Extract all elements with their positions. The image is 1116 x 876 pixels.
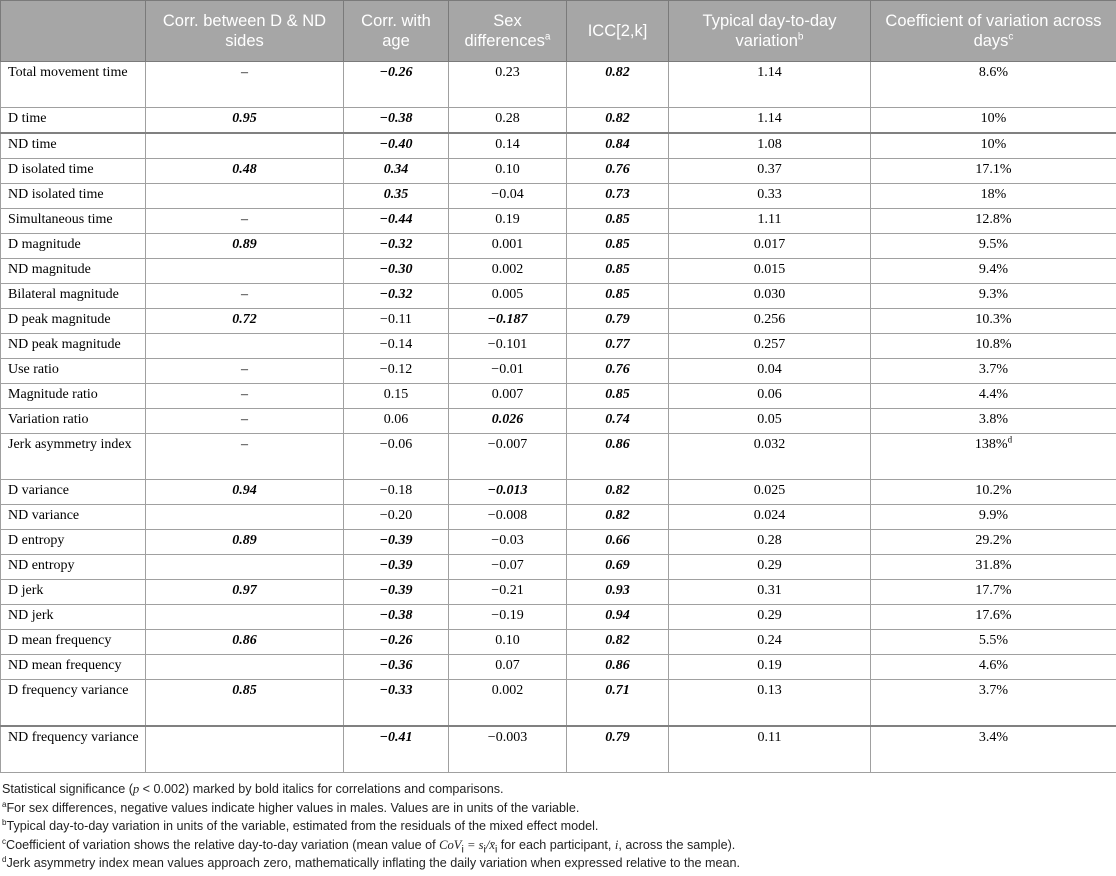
cell-variable: ND time [1,133,146,159]
table-row [1,409,1116,434]
cell-coefficient-variation: 4.6% [871,655,1116,680]
header-cell-day-variation: Typical day-to-day variation$^b$ [669,1,871,62]
cell-sex-differences: 0.007 [449,384,567,409]
cell-variable: D entropy [1,530,146,555]
cell-corr-sides: – [146,284,344,309]
cell-sex-differences: 0.07 [449,655,567,680]
cell-sex-differences: −0.187 [449,309,567,334]
cell-coefficient-variation: 3.7% [871,680,1116,727]
cell-day-variation: 0.030 [669,284,871,309]
cell-icc: 0.74 [567,409,669,434]
cell-icc: 0.76 [567,159,669,184]
cell-icc: 0.85 [567,384,669,409]
cell-sex-differences: 0.002 [449,680,567,727]
table-row [1,555,1116,580]
footnote-mark: d [1007,434,1013,445]
cell-day-variation: 0.28 [669,530,871,555]
table-row [1,133,1116,159]
cell-day-variation: 0.017 [669,234,871,259]
cell-sex-differences: −0.008 [449,505,567,530]
table-row [1,184,1116,209]
cell-corr-sides: – [146,384,344,409]
cell-icc: 0.82 [567,108,669,134]
table-row [1,530,1116,555]
cell-corr-age: −0.41 [344,726,449,773]
cell-icc: 0.71 [567,680,669,727]
cell-corr-age: 0.35 [344,184,449,209]
cell-corr-age: −0.38 [344,108,449,134]
cell-variable: ND isolated time [1,184,146,209]
cell-corr-age: −0.39 [344,530,449,555]
cell-corr-age: 0.15 [344,384,449,409]
cell-coefficient-variation: 10% [871,133,1116,159]
cell-coefficient-variation: 29.2% [871,530,1116,555]
footnote-b: $^b$Typical day-to-day variation in units of the variable, estimated from the residuals of the mixed effect model. [2,818,599,834]
cell-sex-differences: 0.001 [449,234,567,259]
cell-corr-age: −0.44 [344,209,449,234]
cell-corr-sides [146,555,344,580]
cell-sex-differences: −0.007 [449,434,567,480]
cell-corr-sides [146,334,344,359]
table-row [1,309,1116,334]
cell-corr-age: −0.36 [344,655,449,680]
cell-variable: ND mean frequency [1,655,146,680]
cell-variable: Total movement time [1,62,146,108]
cell-coefficient-variation: 17.1% [871,159,1116,184]
cell-icc: 0.76 [567,359,669,384]
footnote-c: $^c$Coefficient of variation shows the relative day-to-day variation (mean value of $CoV_i = s_i/x̄_i$ for each participant, i, across the sample). [2,836,736,856]
cell-corr-age: −0.38 [344,605,449,630]
table-row [1,434,1116,480]
cell-icc: 0.82 [567,480,669,505]
cell-day-variation: 1.14 [669,108,871,134]
cell-icc: 0.82 [567,505,669,530]
cell-icc: 0.79 [567,309,669,334]
cell-icc: 0.85 [567,284,669,309]
table-row [1,726,1116,773]
cell-icc: 0.86 [567,434,669,480]
header-cell-corr-age: Corr. with age [344,1,449,62]
cell-coefficient-variation: 18% [871,184,1116,209]
cell-day-variation: 0.24 [669,630,871,655]
cell-corr-sides: 0.97 [146,580,344,605]
cell-variable: Bilateral magnitude [1,284,146,309]
cell-sex-differences: 0.002 [449,259,567,284]
cell-corr-sides [146,184,344,209]
header-row [1,1,1116,62]
cell-day-variation: 1.14 [669,62,871,108]
cell-corr-age: −0.12 [344,359,449,384]
cell-variable: Simultaneous time [1,209,146,234]
cell-corr-age: −0.30 [344,259,449,284]
cell-corr-sides [146,133,344,159]
table-row [1,108,1116,134]
cell-icc: 0.82 [567,630,669,655]
cell-sex-differences: 0.026 [449,409,567,434]
header-cell-sex-differences: Sex differences$^a$ [449,1,567,62]
cell-corr-sides [146,605,344,630]
table-row [1,655,1116,680]
cell-day-variation: 0.37 [669,159,871,184]
cell-day-variation: 0.025 [669,480,871,505]
table-footnotes [2,780,1112,873]
cell-sex-differences: −0.013 [449,480,567,505]
cell-coefficient-variation: 10.2% [871,480,1116,505]
cell-corr-sides [146,505,344,530]
footnote-a: $^a$For sex differences, negative values indicate higher values in males. Values are in units of the variable. [2,799,580,815]
cell-variable: D variance [1,480,146,505]
cell-corr-sides: 0.95 [146,108,344,134]
cell-corr-sides: 0.89 [146,530,344,555]
cell-corr-sides: 0.48 [146,159,344,184]
cell-variable: Jerk asymmetry index [1,434,146,480]
cell-corr-sides: 0.86 [146,630,344,655]
cell-variable: ND magnitude [1,259,146,284]
cell-variable: D time [1,108,146,134]
cell-variable: D isolated time [1,159,146,184]
header-cell-coefficient-variation: Coefficient of variation across days$^c$ [871,1,1116,62]
cell-variable: ND entropy [1,555,146,580]
cell-corr-sides: – [146,409,344,434]
cell-day-variation: 0.257 [669,334,871,359]
cell-corr-sides: – [146,359,344,384]
cell-coefficient-variation: 9.9% [871,505,1116,530]
cell-icc: 0.73 [567,184,669,209]
footnote-d: $^d$Jerk asymmetry index mean values approach zero, mathematically inflating the daily variation when expressed relative to the mean. [2,855,741,871]
header-cell-variable [1,1,146,62]
cell-corr-sides: – [146,62,344,108]
cell-coefficient-variation: 9.3% [871,284,1116,309]
cell-day-variation: 1.11 [669,209,871,234]
cell-coefficient-variation: 9.4% [871,259,1116,284]
cell-day-variation: 0.29 [669,605,871,630]
cell-day-variation: 0.33 [669,184,871,209]
cell-day-variation: 0.05 [669,409,871,434]
cell-coefficient-variation: 17.7% [871,580,1116,605]
cell-coefficient-variation: 31.8% [871,555,1116,580]
cell-coefficient-variation: 8.6% [871,62,1116,108]
cell-corr-age: 0.34 [344,159,449,184]
cell-icc: 0.94 [567,605,669,630]
header-cell-corr-sides: Corr. between D & ND sides [146,1,344,62]
cell-sex-differences: 0.19 [449,209,567,234]
cell-corr-sides: 0.94 [146,480,344,505]
table-row [1,384,1116,409]
footnote-mark: b [797,31,804,43]
cell-sex-differences: 0.23 [449,62,567,108]
cell-sex-differences: −0.04 [449,184,567,209]
cell-icc: 0.84 [567,133,669,159]
cell-sex-differences: 0.14 [449,133,567,159]
cell-icc: 0.77 [567,334,669,359]
cell-icc: 0.86 [567,655,669,680]
table-row [1,630,1116,655]
table-row [1,505,1116,530]
cell-icc: 0.69 [567,555,669,580]
cell-variable: D frequency variance [1,680,146,727]
cell-day-variation: 0.015 [669,259,871,284]
cell-sex-differences: −0.07 [449,555,567,580]
cell-day-variation: 0.31 [669,580,871,605]
cell-sex-differences: −0.19 [449,605,567,630]
cell-sex-differences: −0.101 [449,334,567,359]
significance-note: Statistical significance (p < 0.002) marked by bold italics for correlations and comparisons. [2,782,504,796]
cell-corr-sides [146,655,344,680]
cell-corr-age: −0.18 [344,480,449,505]
cell-day-variation: 0.256 [669,309,871,334]
cell-sex-differences: −0.03 [449,530,567,555]
cell-day-variation: 0.032 [669,434,871,480]
cell-day-variation: 0.024 [669,505,871,530]
cell-coefficient-variation: 10.3% [871,309,1116,334]
cell-icc: 0.85 [567,259,669,284]
cell-coefficient-variation: 4.4% [871,384,1116,409]
cell-day-variation: 0.13 [669,680,871,727]
cell-day-variation: 0.19 [669,655,871,680]
cell-corr-sides: – [146,434,344,480]
cell-coefficient-variation: 9.5% [871,234,1116,259]
cell-day-variation: 0.29 [669,555,871,580]
cell-day-variation: 0.11 [669,726,871,773]
table-row [1,580,1116,605]
cell-coefficient-variation: 138%$^d$ [871,434,1116,480]
table-row [1,480,1116,505]
cell-variable: ND frequency variance [1,726,146,773]
cell-sex-differences: 0.10 [449,630,567,655]
cell-corr-age: −0.39 [344,555,449,580]
cell-variable: D mean frequency [1,630,146,655]
cell-sex-differences: −0.003 [449,726,567,773]
cell-variable: Magnitude ratio [1,384,146,409]
cell-coefficient-variation: 3.8% [871,409,1116,434]
cell-corr-age: −0.40 [344,133,449,159]
table-row [1,159,1116,184]
cell-sex-differences: −0.21 [449,580,567,605]
cell-corr-age: −0.14 [344,334,449,359]
cell-icc: 0.66 [567,530,669,555]
cell-variable: D peak magnitude [1,309,146,334]
footnote-mark: c [1008,31,1014,43]
cell-variable: Variation ratio [1,409,146,434]
cell-corr-sides [146,726,344,773]
cell-corr-age: −0.39 [344,580,449,605]
cell-sex-differences: 0.28 [449,108,567,134]
table-row [1,234,1116,259]
table-row [1,259,1116,284]
table-row [1,334,1116,359]
table-body [1,62,1116,773]
cell-variable: ND variance [1,505,146,530]
cell-variable: ND jerk [1,605,146,630]
cell-coefficient-variation: 10% [871,108,1116,134]
cell-variable: D jerk [1,580,146,605]
cell-coefficient-variation: 17.6% [871,605,1116,630]
cell-sex-differences: −0.01 [449,359,567,384]
cell-corr-age: −0.06 [344,434,449,480]
cell-coefficient-variation: 5.5% [871,630,1116,655]
cell-corr-sides [146,259,344,284]
cell-sex-differences: 0.10 [449,159,567,184]
header-cell-icc: ICC[2,k] [567,1,669,62]
cell-corr-sides: 0.85 [146,680,344,727]
cell-icc: 0.82 [567,62,669,108]
footnote-mark: a [544,31,551,43]
cell-day-variation: 0.04 [669,359,871,384]
table-row [1,359,1116,384]
cell-coefficient-variation: 3.7% [871,359,1116,384]
cell-sex-differences: 0.005 [449,284,567,309]
cell-corr-sides: 0.89 [146,234,344,259]
cell-corr-age: −0.26 [344,630,449,655]
cell-icc: 0.79 [567,726,669,773]
cell-variable: Use ratio [1,359,146,384]
cell-coefficient-variation: 10.8% [871,334,1116,359]
cell-corr-age: 0.06 [344,409,449,434]
table-row [1,209,1116,234]
cell-corr-age: −0.32 [344,284,449,309]
cell-coefficient-variation: 12.8% [871,209,1116,234]
cell-corr-age: −0.20 [344,505,449,530]
cell-corr-sides: – [146,209,344,234]
cell-icc: 0.85 [567,209,669,234]
cell-corr-age: −0.26 [344,62,449,108]
table-row [1,680,1116,727]
cell-icc: 0.93 [567,580,669,605]
table-row [1,605,1116,630]
cell-day-variation: 0.06 [669,384,871,409]
cell-icc: 0.85 [567,234,669,259]
cell-corr-sides: 0.72 [146,309,344,334]
cell-variable: D magnitude [1,234,146,259]
table-row [1,62,1116,108]
cell-corr-age: −0.11 [344,309,449,334]
cell-corr-age: −0.33 [344,680,449,727]
cell-corr-age: −0.32 [344,234,449,259]
cell-coefficient-variation: 3.4% [871,726,1116,773]
cell-variable: ND peak magnitude [1,334,146,359]
table-row [1,284,1116,309]
cell-day-variation: 1.08 [669,133,871,159]
